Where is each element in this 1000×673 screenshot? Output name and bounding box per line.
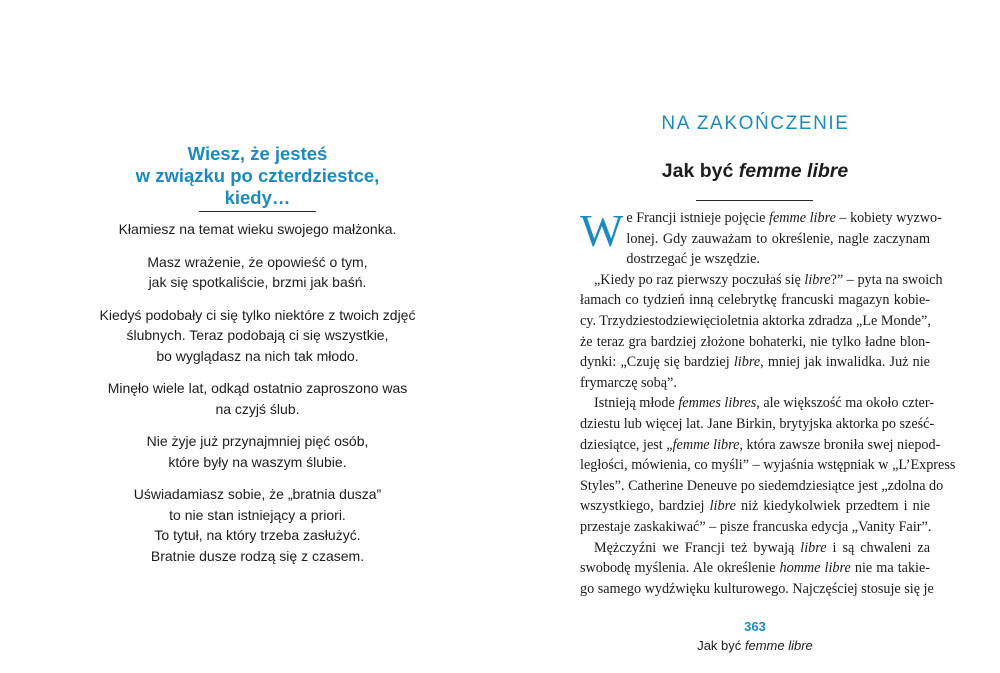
body-text-run: frymarczę sobą”. xyxy=(580,374,677,391)
body-line xyxy=(580,579,934,600)
italic-term: libre xyxy=(733,354,761,371)
body-text-run: dziestu lub więcej lat. Jane Birkin, brytyjska aktorka po sześć- xyxy=(580,415,935,432)
body-line xyxy=(580,208,942,229)
box-title-line: Wiesz, że jesteś xyxy=(187,143,328,164)
body-text-run: e Francji istnieje pojęcie xyxy=(626,210,770,226)
body-text-run: łamach co tydzień inną celebrytkę francuski magazyn kobie- xyxy=(580,292,930,309)
stanza xyxy=(60,305,455,367)
italic-term: femme libre xyxy=(672,436,740,453)
stanza-line: to nie stan istniejący a priori. xyxy=(169,506,346,523)
body-text-run: – kobiety wyzwo- xyxy=(835,210,942,226)
stanza-line: które były na waszym ślubie. xyxy=(168,453,347,470)
article-title-rule xyxy=(696,200,813,201)
italic-term: homme libre xyxy=(779,560,851,577)
body-line xyxy=(580,517,930,538)
body-text-run: , ale większość ma około czter- xyxy=(756,395,934,412)
body-text-run: lonej. Gdy zauważam to określenie, nagle zaczynam xyxy=(626,230,930,247)
body-text-run: swobodę myślenia. Ale określenie xyxy=(580,560,780,577)
body-line xyxy=(580,290,930,311)
stanza-line: na czyjś ślub. xyxy=(215,400,300,417)
body-text-run: dostrzegać je wszędzie. xyxy=(626,251,760,268)
body-text-run: nie ma takie- xyxy=(850,560,931,577)
body-text-run: że teraz gra bardziej złożone bohaterki, nie tylko ładne blon- xyxy=(580,333,930,350)
box-title-rule xyxy=(199,211,316,212)
stanza xyxy=(60,252,455,293)
body-line xyxy=(580,311,930,332)
stanza-line: bo wyglądasz na nich tak młodo. xyxy=(156,347,359,364)
box-title-line: kiedy… xyxy=(224,187,291,208)
body-line xyxy=(580,352,930,373)
body-text-run: wszystkiego, bardziej xyxy=(580,498,710,515)
article-title-italic: femme libre xyxy=(738,160,849,182)
stanza-line: Masz wrażenie, że opowieść o tym, xyxy=(147,253,368,270)
stanza-line: Kiedyś podobały ci się tylko niektóre z twoich zdjęć xyxy=(99,306,416,323)
stanza-list xyxy=(60,219,455,578)
article-title-prefix: Jak być xyxy=(661,160,739,182)
stanza-line: Nie żyje już przynajmniej pięć osób, xyxy=(146,433,369,449)
body-line xyxy=(580,538,930,559)
body-line xyxy=(580,229,930,250)
body-line xyxy=(580,270,943,291)
box-title-line: w związku po czterdziestce, xyxy=(135,165,380,186)
stanza-line: ślubnych. Teraz podobają ci się wszystkie, xyxy=(126,327,389,343)
body-text-run: dziesiątce, jest „ xyxy=(580,436,673,453)
stanza-line: Kłamiesz na temat wieku swojego małżonka. xyxy=(118,221,397,237)
body-text-run: Mężczyźni we Francji też bywają xyxy=(594,539,801,556)
article-body xyxy=(580,205,956,599)
body-text-run: Styles”. Catherine Deneuve po siedemdziesiątce jest „zdolna do xyxy=(580,477,944,494)
stanza xyxy=(60,484,455,566)
stanza xyxy=(60,219,455,240)
body-line xyxy=(580,558,930,579)
body-line xyxy=(580,414,935,435)
drop-cap: W xyxy=(580,205,624,256)
body-line xyxy=(580,476,944,497)
body-line xyxy=(580,249,930,270)
body-text-run: ?” – pyta na swoich xyxy=(830,271,943,288)
body-text-run: cy. Trzydziestodziewięcioletnia aktorka zdradza „Le Monde”, xyxy=(580,312,931,329)
body-line xyxy=(580,332,930,353)
italic-term: femme libre xyxy=(769,210,836,226)
stanza-line: To tytuł, na który trzeba zasłużyć. xyxy=(154,527,361,543)
body-text-run: „Kiedy po raz pierwszy poczułaś się xyxy=(594,271,805,288)
stanza-line: Minęło wiele lat, odkąd ostatnio zaproszono was xyxy=(107,380,408,396)
stanza xyxy=(60,378,455,419)
body-line xyxy=(580,435,941,456)
running-footer-italic: femme libre xyxy=(744,638,813,653)
body-text-run: , która zawsze broniła swej niepod- xyxy=(739,436,941,453)
running-footer xyxy=(660,638,850,653)
page-number: 363 xyxy=(744,619,766,634)
body-text-run: Istnieją młode xyxy=(594,395,679,412)
chapter-title: NA ZAKOŃCZENIE xyxy=(661,113,850,134)
box-title xyxy=(90,143,425,209)
italic-term: libre xyxy=(804,271,831,288)
body-text-run: dynki: „Czuję się bardziej xyxy=(580,354,734,371)
body-text-run: przestaje zaskakiwać” – pisze francuska edycja „Vanity Fair”. xyxy=(580,518,932,535)
stanza xyxy=(60,431,455,472)
body-text-run: i są chwaleni za xyxy=(826,539,931,556)
running-footer-prefix: Jak być xyxy=(697,638,745,653)
body-line xyxy=(580,393,934,414)
body-line xyxy=(580,496,930,517)
body-text-run: , mniej jak inwalidka. Już nie xyxy=(760,354,930,371)
stanza-line: Uświadamiasz sobie, że „bratnia dusza” xyxy=(133,486,382,502)
body-text-run: niż kiedykolwiek przedtem i nie xyxy=(735,498,931,515)
body-text-run: ległości, mówienia, co myśli” – wyjaśnia wstępniak w „L’Express xyxy=(580,457,956,474)
italic-term: libre xyxy=(800,539,827,556)
stanza-line: jak się spotkaliście, brzmi jak baśń. xyxy=(148,274,367,290)
stanza-line: Bratnie dusze rodzą się z czasem. xyxy=(150,547,365,564)
body-text-run: go samego wydźwięku kulturowego. Najczęściej stosuje się je xyxy=(580,580,934,597)
italic-term: libre xyxy=(709,498,736,515)
article-title xyxy=(600,160,910,183)
body-line xyxy=(580,455,956,476)
body-line xyxy=(580,373,930,394)
italic-term: femmes libres xyxy=(678,395,757,412)
body-lines xyxy=(580,205,956,599)
